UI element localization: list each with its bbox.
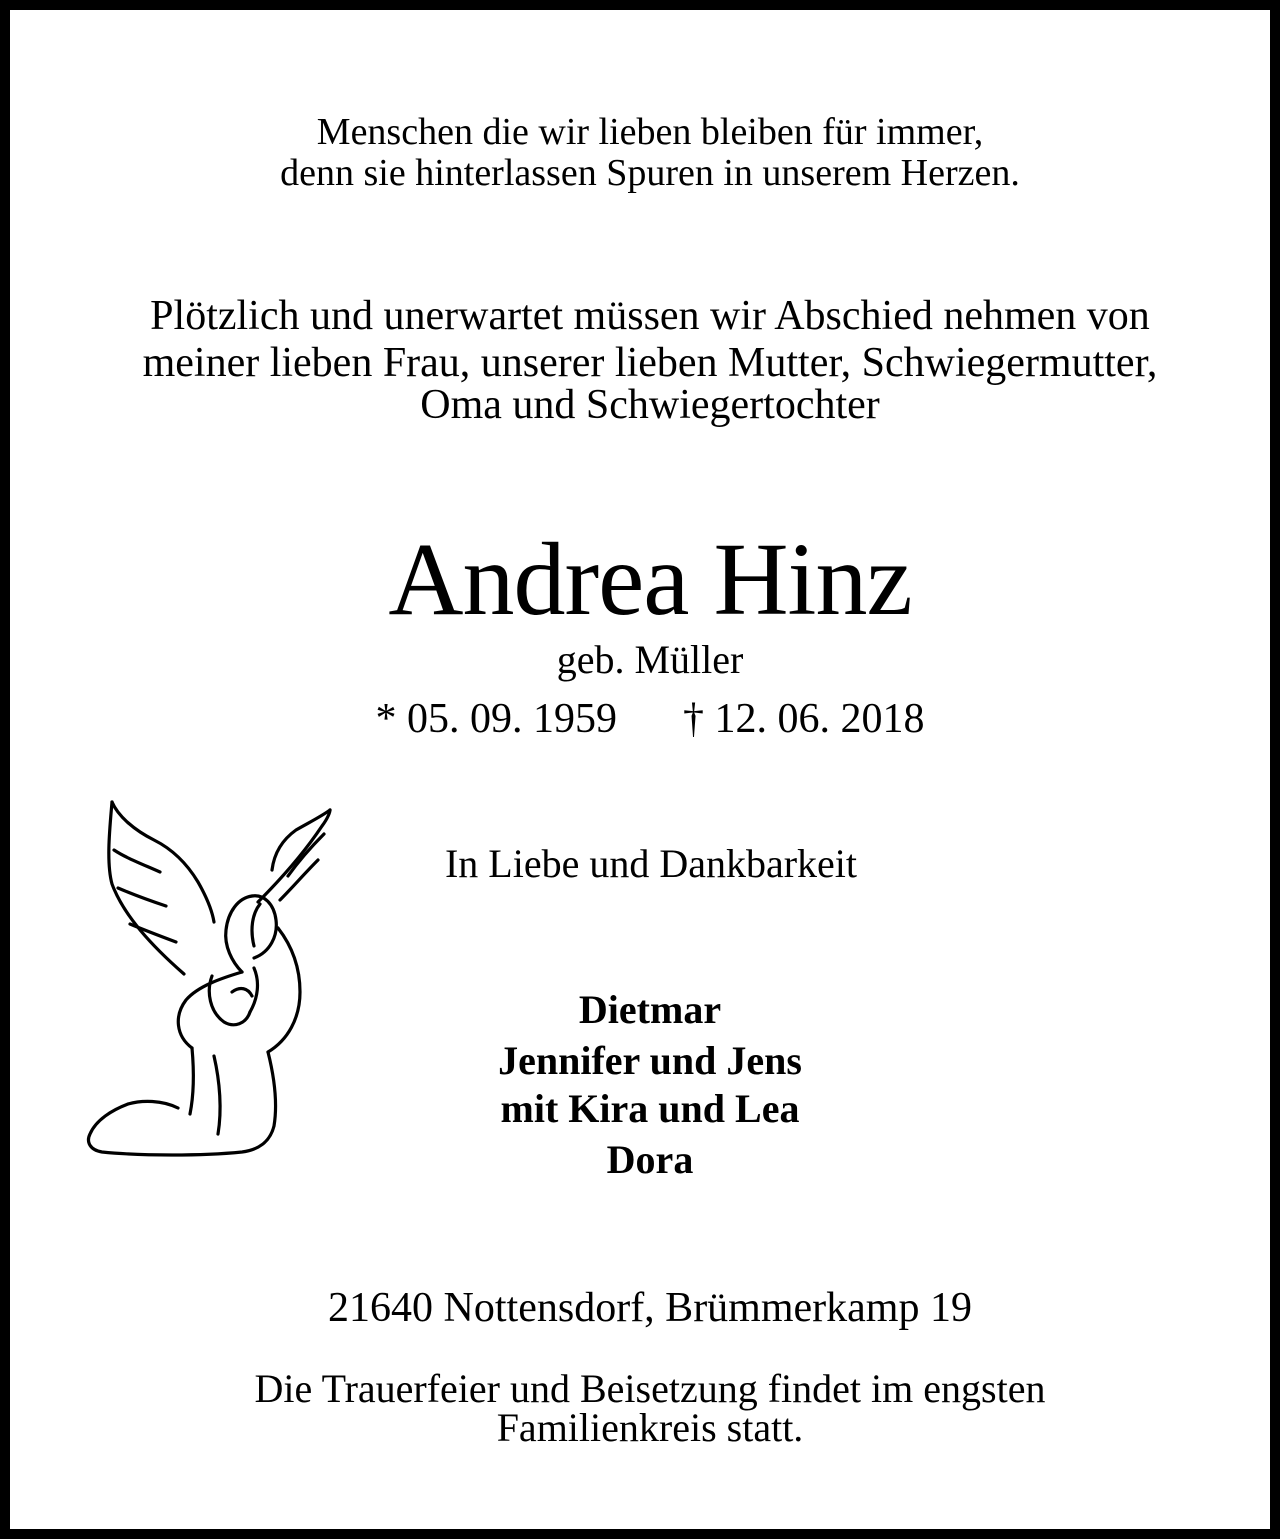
intro-line-3: Oma und Schwiegertochter bbox=[420, 382, 880, 428]
mourner-2: Jennifer und Jens bbox=[498, 1038, 802, 1083]
birth-date: * 05. 09. 1959 bbox=[375, 696, 617, 742]
maiden-name: geb. Müller bbox=[556, 637, 744, 682]
intro-line-2: meiner lieben Frau, unserer lieben Mutter, Schwiegermutter, bbox=[142, 340, 1158, 386]
motto-line-1: Menschen die wir lieben bleiben für immer, bbox=[316, 111, 984, 153]
death-date: † 12. 06. 2018 bbox=[683, 696, 925, 742]
mourner-1: Dietmar bbox=[578, 987, 722, 1032]
motto-line-2: denn sie hinterlassen Spuren in unserem Herzen. bbox=[280, 152, 1020, 194]
mourner-3: mit Kira und Lea bbox=[500, 1086, 800, 1131]
deceased-name: Andrea Hinz bbox=[388, 522, 912, 637]
life-dates bbox=[10, 698, 1280, 740]
intro-line-1: Plötzlich und unerwartet müssen wir Abschied nehmen von bbox=[150, 293, 1150, 339]
funeral-notice-line-2: Familienkreis statt. bbox=[496, 1405, 804, 1450]
mourner-4: Dora bbox=[606, 1137, 694, 1182]
closing-phrase: In Liebe und Dankbarkeit bbox=[444, 841, 858, 886]
funeral-notice-line-1: Die Trauerfeier und Beisetzung findet im engsten bbox=[254, 1366, 1046, 1411]
address: 21640 Nottensdorf, Brümmerkamp 19 bbox=[328, 1285, 972, 1331]
